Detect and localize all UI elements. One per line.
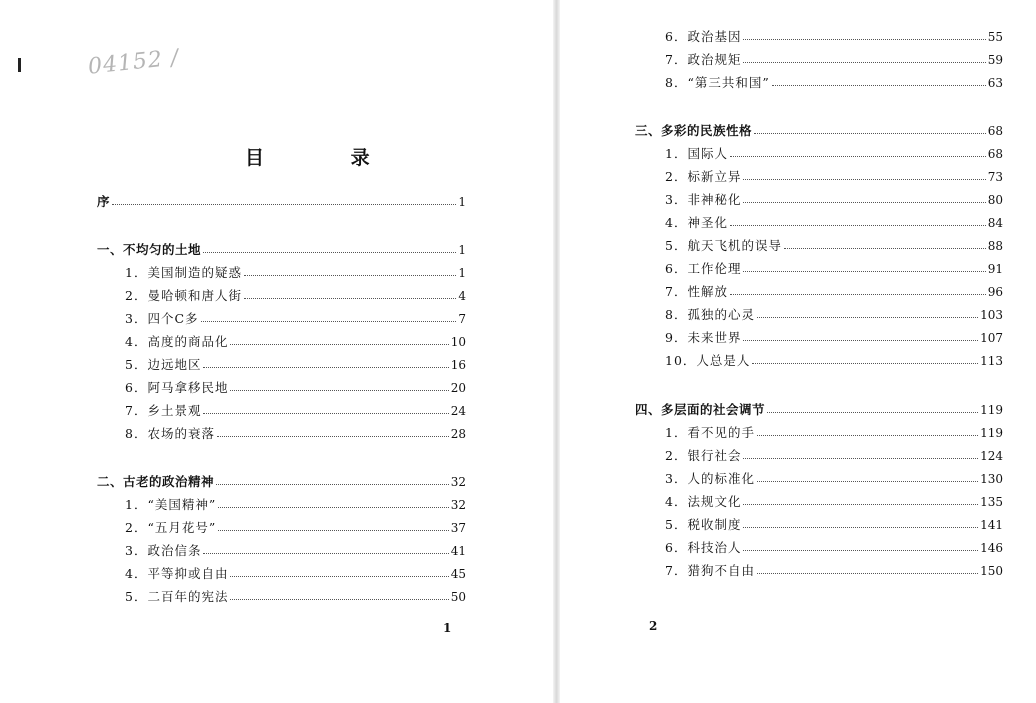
dot-leader [203, 251, 456, 253]
toc-entry-page: 50 [450, 590, 466, 604]
toc-section-entry [665, 469, 1003, 489]
dot-leader [230, 343, 448, 345]
toc-section-entry [665, 50, 1003, 70]
toc-entry-page: 41 [450, 544, 466, 558]
toc-entry-page: 24 [450, 404, 466, 418]
toc-section-entry [665, 538, 1003, 558]
toc-chapter-entry [97, 192, 466, 212]
dot-leader [244, 274, 456, 276]
toc-entry-title: 8．“第三共和国” [665, 75, 770, 90]
dot-leader [784, 247, 986, 249]
dot-leader [230, 575, 448, 577]
toc-entry-page: 141 [980, 518, 1003, 532]
dot-leader [203, 366, 448, 368]
toc-entry-page: 1 [458, 266, 466, 280]
dot-leader [743, 503, 978, 505]
toc-chapter-entry [97, 240, 466, 260]
toc-section-entry [665, 423, 1003, 443]
toc-entry-title: 5．税收制度 [665, 517, 742, 532]
dot-leader [767, 411, 978, 413]
toc-entry-title: 4．高度的商品化 [125, 334, 229, 349]
toc-chapter-entry [97, 472, 466, 492]
dot-leader [203, 552, 448, 554]
toc-entry-page: 135 [980, 495, 1003, 509]
toc-entry-page: 37 [450, 521, 466, 535]
toc-entry-page: 68 [987, 147, 1003, 161]
toc-title: 目 录 [245, 147, 410, 169]
toc-entry-page: 119 [980, 403, 1003, 417]
toc-entry-page: 68 [987, 124, 1003, 138]
toc-entry-title: 1．“美国精神” [125, 497, 217, 512]
toc-entry-page: 146 [980, 541, 1003, 555]
dot-leader [754, 132, 986, 134]
toc-section-entry [665, 259, 1003, 279]
dot-leader [218, 529, 448, 531]
toc-section-entry [125, 518, 466, 538]
toc-entry-title: 5．航天飞机的误导 [665, 238, 782, 253]
dot-leader [757, 572, 978, 574]
toc-entry-page: 32 [450, 498, 466, 512]
toc-chapter-entry [635, 121, 1003, 141]
dot-leader [757, 480, 978, 482]
toc-entry-title: 7．政治规矩 [665, 52, 742, 67]
toc-entry-title: 7．性解放 [665, 284, 728, 299]
toc-entry-page: 73 [987, 170, 1003, 184]
toc-entry-page: 63 [987, 76, 1003, 90]
toc-entry-title: 10．人总是人 [665, 353, 751, 368]
left-page-number: 1 [443, 621, 452, 635]
margin-mark [18, 58, 21, 72]
toc-section-entry [665, 282, 1003, 302]
toc-section-entry [125, 263, 466, 283]
toc-entry-page: 113 [980, 354, 1003, 368]
toc-entry-title: 6．工作伦理 [665, 261, 742, 276]
toc-entry-title: 一、不均匀的土地 [97, 242, 202, 257]
toc-entry-page: 124 [980, 449, 1003, 463]
toc-chapter-entry [635, 400, 1003, 420]
toc-entry-title: 3．非神秘化 [665, 192, 742, 207]
dot-leader [743, 61, 985, 63]
toc-section-entry [665, 305, 1003, 325]
toc-entry-title: 7．猎狗不自由 [665, 563, 755, 578]
toc-entry-title: 2．标新立异 [665, 169, 742, 184]
toc-section-entry [125, 378, 466, 398]
toc-entry-page: 1 [458, 243, 466, 257]
toc-entry-page: 16 [450, 358, 466, 372]
dot-leader [743, 270, 985, 272]
toc-entry-title: 8．农场的衰落 [125, 426, 215, 441]
toc-entry-page: 88 [987, 239, 1003, 253]
toc-section-entry [125, 332, 466, 352]
handwritten-note: 04152 / [86, 45, 181, 80]
toc-entry-page: 55 [987, 30, 1003, 44]
toc-entry-page: 59 [987, 53, 1003, 67]
dot-leader [730, 293, 986, 295]
toc-section-entry [125, 286, 466, 306]
dot-leader [743, 178, 985, 180]
toc-section-entry [665, 167, 1003, 187]
toc-section-entry [665, 236, 1003, 256]
toc-section-entry [665, 561, 1003, 581]
toc-entry-title: 9．未来世界 [665, 330, 742, 345]
toc-entry-page: 10 [450, 335, 466, 349]
dot-leader [743, 339, 978, 341]
toc-section-entry [665, 446, 1003, 466]
dot-leader [730, 155, 986, 157]
toc-entry-page: 7 [458, 312, 466, 326]
toc-section-entry [665, 27, 1003, 47]
toc-entry-title: 6．科技治人 [665, 540, 742, 555]
toc-entry-title: 3．人的标准化 [665, 471, 755, 486]
toc-entry-title: 4．神圣化 [665, 215, 728, 230]
toc-entry-page: 96 [987, 285, 1003, 299]
toc-section-entry [125, 495, 466, 515]
toc-section-entry [665, 213, 1003, 233]
dot-leader [230, 389, 448, 391]
toc-entry-page: 91 [987, 262, 1003, 276]
toc-section-entry [665, 73, 1003, 93]
dot-leader [743, 549, 978, 551]
toc-entry-title: 四、多层面的社会调节 [635, 402, 766, 417]
dot-leader [757, 434, 978, 436]
toc-entry-page: 80 [987, 193, 1003, 207]
toc-entry-page: 1 [458, 195, 466, 209]
dot-leader [201, 320, 457, 322]
toc-entry-title: 6．阿马拿移民地 [125, 380, 229, 395]
toc-section-entry [665, 190, 1003, 210]
toc-entry-page: 103 [980, 308, 1003, 322]
dot-leader [730, 224, 986, 226]
toc-entry-title: 序 [97, 194, 111, 209]
dot-leader [743, 38, 985, 40]
dot-leader [112, 203, 456, 205]
dot-leader [216, 483, 449, 485]
toc-section-entry [125, 587, 466, 607]
right-page [560, 0, 1036, 703]
toc-section-entry [665, 328, 1003, 348]
toc-entry-page: 20 [450, 381, 466, 395]
toc-section-entry [125, 541, 466, 561]
toc-entry-title: 3．四个C多 [125, 311, 199, 326]
toc-entry-title: 2．银行社会 [665, 448, 742, 463]
toc-entry-page: 45 [450, 567, 466, 581]
dot-leader [218, 506, 448, 508]
toc-entry-page: 84 [987, 216, 1003, 230]
toc-section-entry [125, 564, 466, 584]
toc-entry-page: 119 [980, 426, 1003, 440]
dot-leader [743, 457, 978, 459]
toc-entry-title: 1．美国制造的疑惑 [125, 265, 242, 280]
right-page-number: 2 [649, 619, 658, 633]
toc-entry-title: 7．乡土景观 [125, 403, 202, 418]
toc-entry-page: 150 [980, 564, 1003, 578]
toc-entry-title: 2．曼哈顿和唐人街 [125, 288, 242, 303]
dot-leader [752, 362, 978, 364]
toc-entry-page: 130 [980, 472, 1003, 486]
toc-section-entry [665, 144, 1003, 164]
toc-entry-title: 1．国际人 [665, 146, 728, 161]
toc-entry-title: 6．政治基因 [665, 29, 742, 44]
dot-leader [203, 412, 448, 414]
toc-entry-title: 8．孤独的心灵 [665, 307, 755, 322]
toc-section-entry [665, 515, 1003, 535]
dot-leader [743, 201, 985, 203]
toc-entry-title: 二、古老的政治精神 [97, 474, 215, 489]
toc-entry-page: 107 [980, 331, 1003, 345]
toc-entry-title: 三、多彩的民族性格 [635, 123, 753, 138]
toc-entry-title: 2．“五月花号” [125, 520, 217, 535]
toc-section-entry [665, 492, 1003, 512]
toc-entry-title: 5．边远地区 [125, 357, 202, 372]
dot-leader [757, 316, 978, 318]
dot-leader [230, 598, 448, 600]
toc-entry-title: 3．政治信条 [125, 543, 202, 558]
toc-entry-page: 32 [450, 475, 466, 489]
book-gutter [553, 0, 560, 703]
dot-leader [244, 297, 456, 299]
toc-section-entry [125, 355, 466, 375]
toc-section-entry [125, 309, 466, 329]
toc-entry-page: 28 [450, 427, 466, 441]
toc-section-entry [125, 424, 466, 444]
toc-entry-title: 4．法规文化 [665, 494, 742, 509]
toc-section-entry [665, 351, 1003, 371]
dot-leader [772, 84, 986, 86]
dot-leader [217, 435, 449, 437]
toc-entry-title: 4．平等抑或自由 [125, 566, 229, 581]
toc-entry-page: 4 [458, 289, 466, 303]
dot-leader [743, 526, 978, 528]
toc-section-entry [125, 401, 466, 421]
toc-entry-title: 5．二百年的宪法 [125, 589, 229, 604]
toc-entry-title: 1．看不见的手 [665, 425, 755, 440]
